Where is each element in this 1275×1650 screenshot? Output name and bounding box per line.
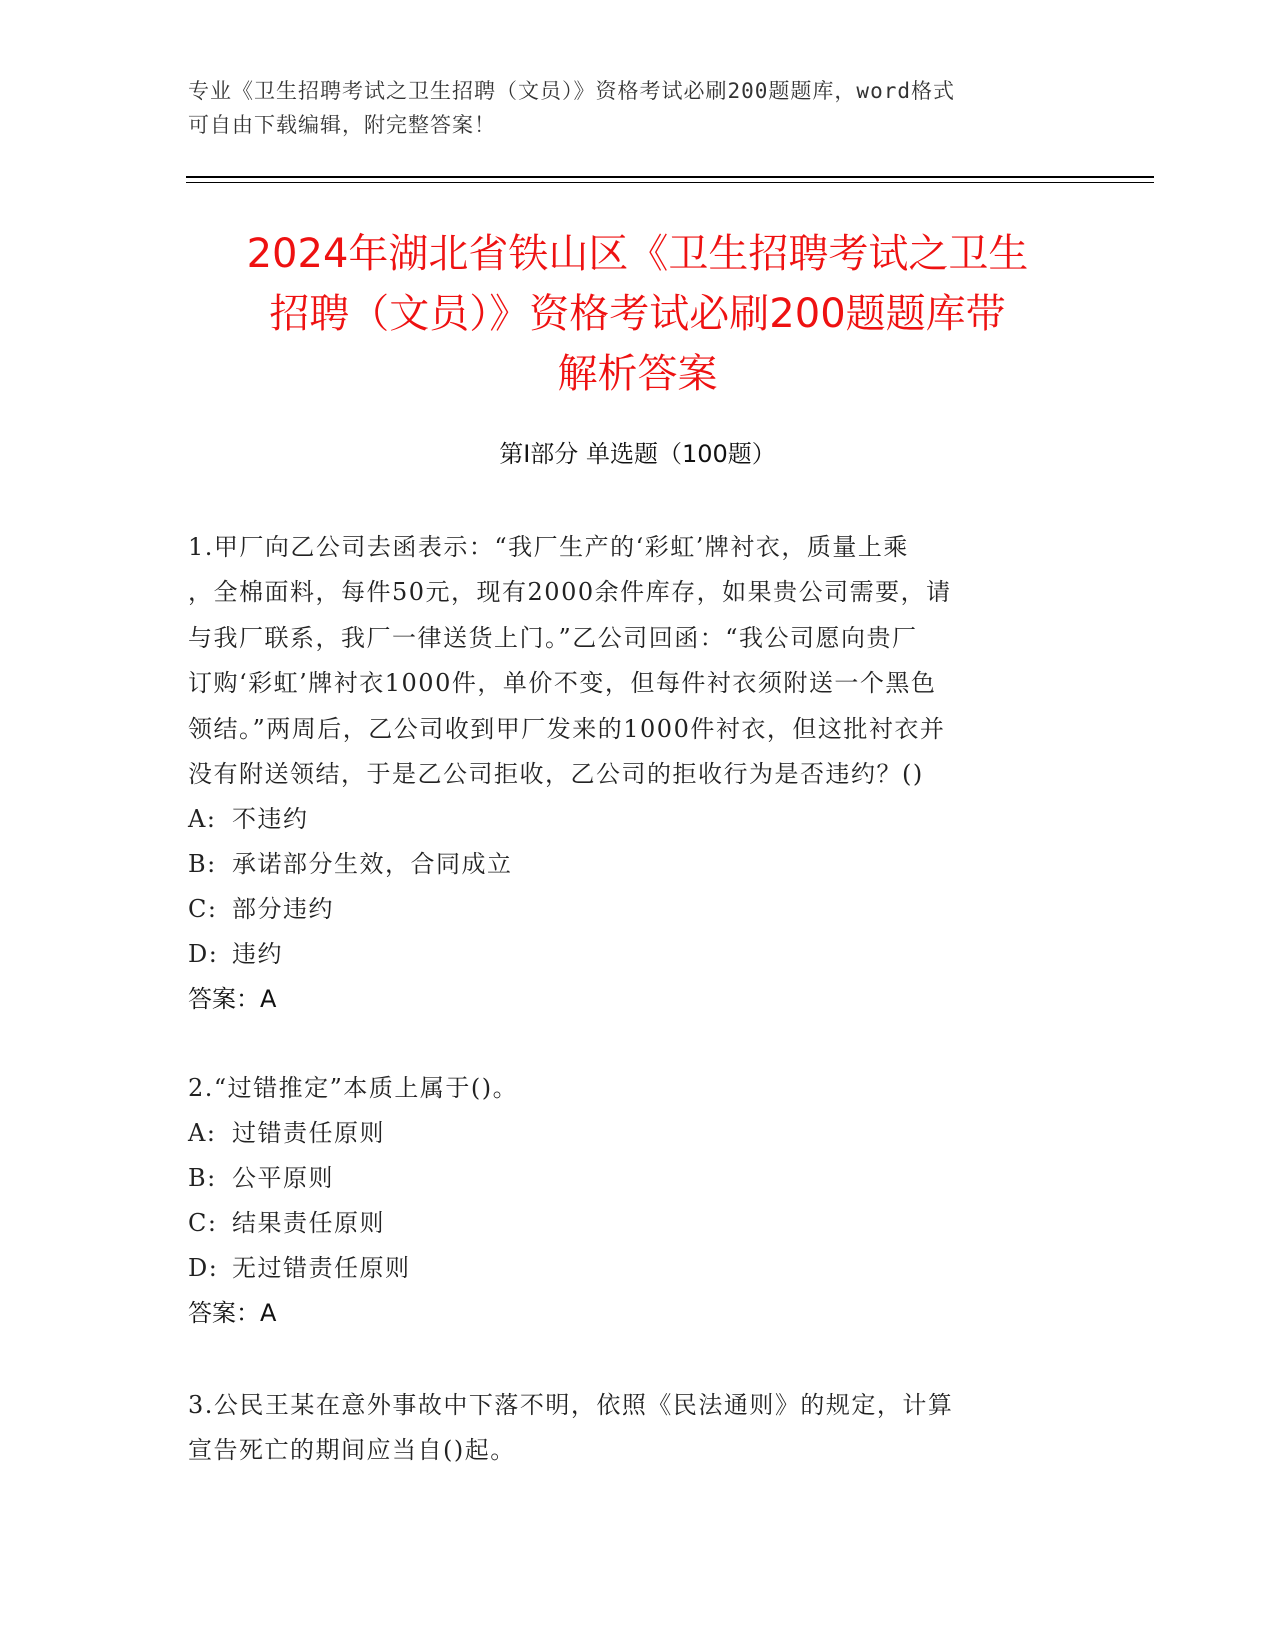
option-text: 承诺部分生效，合同成立: [232, 850, 513, 879]
question-stem-line: 宣告死亡的期间应当自()起。: [188, 1436, 516, 1465]
document-header-note: [188, 74, 1068, 142]
header-note-line-1: 专业《卫生招聘考试之卫生招聘（文员）》资格考试必刷200题题库，word格式: [188, 79, 955, 103]
question-stem-line: 没有附送领结，于是乙公司拒收，乙公司的拒收行为是否违约？(): [188, 760, 924, 789]
option-text: 过错责任原则: [232, 1119, 385, 1148]
header-divider-thick: [186, 176, 1154, 178]
option-text: 不违约: [232, 805, 309, 834]
option-text: 无过错责任原则: [232, 1254, 411, 1283]
option-b: [188, 842, 1068, 887]
option-key: D:: [188, 940, 219, 969]
question-stem: [188, 525, 1068, 797]
question-stem-line: 订购‘彩虹’牌衬衣1000件，单价不变，但每件衬衣须附送一个黑色: [188, 669, 937, 698]
question-2: [188, 1066, 1068, 1336]
option-a: [188, 797, 1068, 842]
option-b: [188, 1156, 1068, 1201]
option-key: C:: [188, 1209, 218, 1238]
header-divider-thin: [186, 182, 1154, 183]
option-key: B:: [188, 850, 217, 879]
question-stem-line: 2.“过错推定”本质上属于()。: [188, 1074, 519, 1102]
option-key: A:: [188, 1119, 217, 1148]
title-line-2: 招聘（文员）》资格考试必刷200题题库带: [269, 291, 1006, 337]
question-1: [188, 525, 1068, 1022]
option-key: B:: [188, 1164, 217, 1193]
option-a: [188, 1111, 1068, 1156]
option-c: [188, 1201, 1068, 1246]
question-stem-line: 1.甲厂向乙公司去函表示：“我厂生产的‘彩虹’牌衬衣，质量上乘: [188, 533, 909, 561]
option-text: 结果责任原则: [232, 1209, 385, 1238]
option-key: D:: [188, 1254, 219, 1283]
question-stem-line: ，全棉面料，每件50元，现有2000余件库存，如果贵公司需要，请: [188, 578, 952, 607]
question-stem-line: 3.公民王某在意外事故中下落不明，依照《民法通则》的规定，计算: [188, 1391, 954, 1419]
option-key: C:: [188, 895, 218, 924]
header-note-line-2: 可自由下载编辑，附完整答案！: [188, 113, 496, 137]
option-d: [188, 932, 1068, 977]
answer-line: 答案：A: [188, 1299, 277, 1328]
answer-line: 答案：A: [188, 985, 277, 1014]
option-text: 违约: [232, 940, 283, 969]
option-key: A:: [188, 805, 217, 834]
title-line-3: 解析答案: [557, 351, 718, 397]
option-c: [188, 887, 1068, 932]
option-text: 公平原则: [232, 1164, 334, 1193]
question-stem-line: 领结。”两周后，乙公司收到甲厂发来的1000件衬衣，但这批衬衣并: [188, 714, 946, 743]
question-3: [188, 1383, 1068, 1474]
title-line-1: 2024年湖北省铁山区《卫生招聘考试之卫生: [246, 231, 1029, 277]
option-d: [188, 1246, 1068, 1291]
section-heading: 第Ⅰ部分 单选题（100题）: [499, 440, 776, 468]
question-stem-line: 与我厂联系，我厂一律送货上门。”乙公司回函：“我公司愿向贵厂: [188, 623, 918, 652]
document-title: [150, 224, 1125, 404]
option-text: 部分违约: [232, 895, 334, 924]
